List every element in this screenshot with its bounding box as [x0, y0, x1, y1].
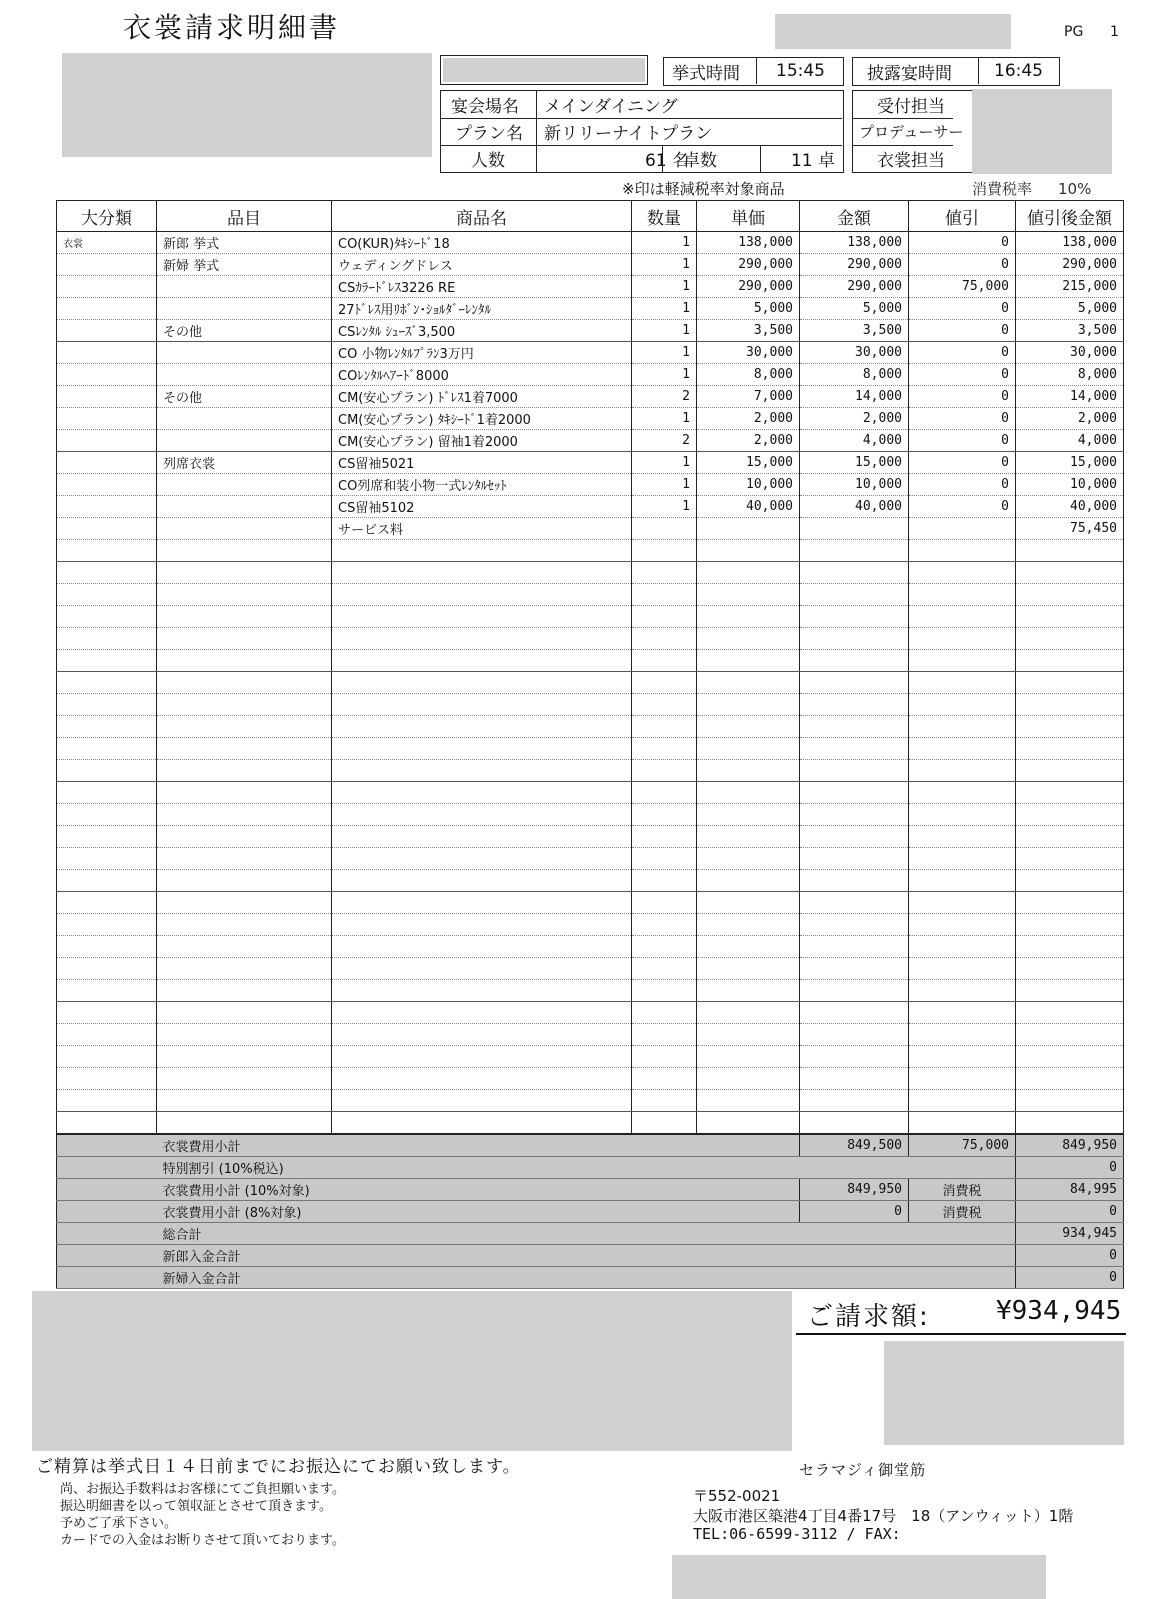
empty-table-row [57, 804, 1124, 826]
table-row [57, 386, 1124, 408]
table-row [57, 496, 1124, 518]
discount-cell [909, 518, 1016, 540]
discount-cell: 0 [909, 254, 1016, 276]
page-number: 1 [1110, 24, 1119, 40]
item-cell [157, 496, 332, 518]
tables-label: 卓数 [683, 151, 717, 171]
billing-amount-label: ご請求額: [807, 1302, 930, 1332]
empty-table-row [57, 1024, 1124, 1046]
unit-price-cell: 7,000 [697, 386, 800, 408]
subtotal-8-label: 衣裳費用小計 (8%対象) [157, 1201, 632, 1223]
quantity-cell: 1 [632, 254, 697, 276]
bride-deposit-value: 0 [1016, 1267, 1124, 1289]
divider [536, 91, 537, 172]
subtotal-10-label: 衣裳費用小計 (10%対象) [157, 1179, 632, 1201]
item-cell: その他 [157, 386, 332, 408]
quantity-cell: 1 [632, 408, 697, 430]
unit-price-cell: 40,000 [697, 496, 800, 518]
discount-cell: 0 [909, 320, 1016, 342]
totals-table [56, 1134, 1124, 1289]
item-cell [157, 518, 332, 540]
empty-table-row [57, 1068, 1124, 1090]
column-header-net-amount: 値引後金額 [1016, 201, 1124, 232]
company-name: セラマジィ御堂筋 [799, 1461, 927, 1479]
product-cell: CSｶﾗｰﾄﾞﾚｽ3226 RE [332, 276, 632, 298]
product-cell: ウェディングドレス [332, 254, 632, 276]
divider [760, 145, 761, 172]
discount-cell: 0 [909, 298, 1016, 320]
amount-cell [800, 518, 909, 540]
column-header-unit-price: 単価 [697, 201, 800, 232]
unit-price-cell: 3,500 [697, 320, 800, 342]
subtotal-10-tax-label: 消費税 [909, 1179, 1016, 1201]
discount-cell: 0 [909, 452, 1016, 474]
footer-note: カードでの入金はお断りさせて頂いております。 [60, 1533, 345, 1548]
totals-row [57, 1179, 1124, 1201]
amount-cell: 3,500 [800, 320, 909, 342]
plan-value: 新リリーナイトプラン [544, 124, 713, 144]
costume-staff-label: 衣裳担当 [877, 151, 945, 171]
table-row [57, 364, 1124, 386]
net-amount-cell: 75,450 [1016, 518, 1124, 540]
empty-table-row [57, 958, 1124, 980]
quantity-cell: 1 [632, 320, 697, 342]
footer-note: 尚、お振込手数料はお客様にてご負担願います。 [60, 1482, 345, 1497]
table-row [57, 298, 1124, 320]
quantity-cell: 1 [632, 232, 697, 254]
quantity-cell [632, 518, 697, 540]
company-address: 大阪市港区築港4丁目4番17号 18（アンウィット）1階 [693, 1507, 1074, 1525]
item-cell [157, 430, 332, 452]
empty-table-row [57, 1002, 1124, 1024]
venue-label: 宴会場名 [451, 97, 519, 117]
grand-total-value: 934,945 [1016, 1223, 1124, 1245]
product-cell: CM(安心プラン) 留袖1着2000 [332, 430, 632, 452]
guests-value: 61 名 [644, 151, 689, 171]
redacted-staff-names [972, 89, 1112, 174]
net-amount-cell: 30,000 [1016, 342, 1124, 364]
category-cell [57, 408, 157, 430]
costume-subtotal-label: 衣裳費用小計 [157, 1135, 632, 1157]
net-amount-cell: 5,000 [1016, 298, 1124, 320]
item-cell [157, 364, 332, 386]
table-row [57, 408, 1124, 430]
category-cell [57, 474, 157, 496]
quantity-cell: 2 [632, 386, 697, 408]
product-cell: CSﾚﾝﾀﾙ ｼｭｰｽﾞ3,500 [332, 320, 632, 342]
quantity-cell: 1 [632, 342, 697, 364]
table-row [57, 342, 1124, 364]
reception-time-label: 披露宴時間 [867, 63, 952, 84]
discount-cell: 0 [909, 342, 1016, 364]
discount-cell: 0 [909, 232, 1016, 254]
discount-cell: 0 [909, 496, 1016, 518]
net-amount-cell: 138,000 [1016, 232, 1124, 254]
subtotal-10-tax: 84,995 [1016, 1179, 1124, 1201]
net-amount-cell: 8,000 [1016, 364, 1124, 386]
empty-table-row [57, 1112, 1124, 1134]
category-cell [57, 430, 157, 452]
special-discount-label: 特別割引 (10%税込) [157, 1157, 632, 1179]
empty-table-row [57, 562, 1124, 584]
column-header-amount: 金額 [800, 201, 909, 232]
category-cell [57, 364, 157, 386]
product-cell: CS留袖5021 [332, 452, 632, 474]
quantity-cell: 1 [632, 496, 697, 518]
divider [978, 58, 979, 84]
special-discount-net: 0 [1016, 1157, 1124, 1179]
category-cell [57, 298, 157, 320]
product-cell: CM(安心プラン) ﾀｷｼｰﾄﾞ1着2000 [332, 408, 632, 430]
unit-price-cell: 8,000 [697, 364, 800, 386]
totals-row [57, 1157, 1124, 1179]
totals-row [57, 1223, 1124, 1245]
category-cell [57, 276, 157, 298]
amount-cell: 8,000 [800, 364, 909, 386]
quantity-cell: 1 [632, 298, 697, 320]
empty-table-row [57, 1046, 1124, 1068]
items-table [56, 200, 1124, 1134]
item-cell: 新郎 挙式 [157, 232, 332, 254]
subtotal-8-amount: 0 [800, 1201, 909, 1223]
amount-cell: 14,000 [800, 386, 909, 408]
amount-cell: 40,000 [800, 496, 909, 518]
plan-label: プラン名 [455, 124, 523, 144]
costume-subtotal-discount: 75,000 [909, 1135, 1016, 1157]
ceremony-time-label: 挙式時間 [672, 63, 740, 84]
empty-table-row [57, 892, 1124, 914]
column-header-product: 商品名 [332, 201, 632, 232]
grand-total-label: 総合計 [157, 1223, 632, 1245]
net-amount-cell: 290,000 [1016, 254, 1124, 276]
product-cell: COﾚﾝﾀﾙﾍｱｰﾄﾞ8000 [332, 364, 632, 386]
unit-price-cell: 290,000 [697, 254, 800, 276]
redacted-block [775, 14, 1011, 49]
category-cell [57, 342, 157, 364]
column-header-item: 品目 [157, 201, 332, 232]
tables-value: 11 卓 [790, 151, 835, 171]
producer-label: プロデューサー [859, 123, 964, 141]
unit-price-cell: 2,000 [697, 430, 800, 452]
category-cell [57, 254, 157, 276]
document-title: 衣裳請求明細書 [123, 11, 341, 44]
product-cell: CO(KUR)ﾀｷｼｰﾄﾞ18 [332, 232, 632, 254]
discount-cell: 0 [909, 430, 1016, 452]
unit-price-cell: 15,000 [697, 452, 800, 474]
amount-cell: 10,000 [800, 474, 909, 496]
table-row [57, 430, 1124, 452]
table-row [57, 320, 1124, 342]
product-cell: CS留袖5102 [332, 496, 632, 518]
empty-table-row [57, 628, 1124, 650]
item-cell [157, 474, 332, 496]
reduced-tax-note: ※印は軽減税率対象商品 [622, 180, 785, 198]
totals-row [57, 1245, 1124, 1267]
empty-table-row [57, 782, 1124, 804]
unit-price-cell: 10,000 [697, 474, 800, 496]
divider [662, 145, 663, 172]
ceremony-time-value: 15:45 [776, 61, 825, 81]
tax-rate [972, 178, 1091, 199]
item-cell [157, 342, 332, 364]
venue-value: メインダイニング [544, 97, 678, 117]
amount-cell: 5,000 [800, 298, 909, 320]
table-row [57, 474, 1124, 496]
empty-table-row [57, 980, 1124, 1002]
payment-note: ご精算は挙式日１４日前までにお振込にてお願い致します。 [36, 1457, 521, 1477]
totals-row [57, 1201, 1124, 1223]
empty-table-row [57, 738, 1124, 760]
quantity-cell: 1 [632, 364, 697, 386]
bride-deposit-label: 新婦入金合計 [157, 1267, 632, 1289]
category-cell [57, 496, 157, 518]
item-cell [157, 298, 332, 320]
redacted-block [443, 58, 645, 82]
footer-note: 振込明細書を以って領収証とさせて頂きます。 [60, 1499, 332, 1514]
divider [756, 58, 757, 84]
empty-table-row [57, 540, 1124, 562]
net-amount-cell: 3,500 [1016, 320, 1124, 342]
net-amount-cell: 10,000 [1016, 474, 1124, 496]
empty-table-row [57, 936, 1124, 958]
page-label: PG [1064, 24, 1084, 40]
groom-deposit-label: 新郎入金合計 [157, 1245, 632, 1267]
category-cell: 衣裳 [57, 232, 157, 254]
net-amount-cell: 40,000 [1016, 496, 1124, 518]
discount-cell: 0 [909, 364, 1016, 386]
tax-rate-value: 10% [1058, 180, 1092, 198]
column-header-discount: 値引 [909, 201, 1016, 232]
unit-price-cell: 30,000 [697, 342, 800, 364]
table-row [57, 232, 1124, 254]
billing-amount-value: ¥934,945 [996, 1296, 1122, 1326]
footer-note: 予めご了承下さい。 [60, 1516, 178, 1531]
ceremony-time-box [663, 57, 844, 86]
amount-cell: 290,000 [800, 254, 909, 276]
reception-time-value: 16:45 [994, 61, 1043, 81]
amount-cell: 4,000 [800, 430, 909, 452]
item-cell [157, 408, 332, 430]
discount-cell: 75,000 [909, 276, 1016, 298]
quantity-cell: 1 [632, 452, 697, 474]
empty-table-row [57, 870, 1124, 892]
empty-table-row [57, 760, 1124, 782]
category-cell [57, 452, 157, 474]
redacted-block [672, 1555, 1046, 1599]
reception-time-box [852, 57, 1060, 86]
table-row [57, 518, 1124, 540]
column-header-category: 大分類 [57, 201, 157, 232]
empty-table-row [57, 672, 1124, 694]
empty-table-row [57, 826, 1124, 848]
item-cell: 新婦 挙式 [157, 254, 332, 276]
postal-code: 〒552-0021 [693, 1487, 781, 1505]
discount-cell: 0 [909, 474, 1016, 496]
category-cell [57, 518, 157, 540]
company-phone: TEL:06-6599-3112 / FAX: [693, 1525, 901, 1543]
discount-cell: 0 [909, 386, 1016, 408]
empty-table-row [57, 848, 1124, 870]
redacted-bank-details [32, 1291, 792, 1451]
empty-table-row [57, 606, 1124, 628]
amount-cell: 138,000 [800, 232, 909, 254]
empty-table-row [57, 650, 1124, 672]
empty-table-row [57, 914, 1124, 936]
subtotal-10-amount: 849,950 [800, 1179, 909, 1201]
empty-table-row [57, 694, 1124, 716]
totals-row [57, 1135, 1124, 1157]
table-row [57, 276, 1124, 298]
category-cell [57, 386, 157, 408]
item-cell: その他 [157, 320, 332, 342]
column-header-quantity: 数量 [632, 201, 697, 232]
category-cell [57, 320, 157, 342]
product-cell: CO 小物ﾚﾝﾀﾙﾌﾟﾗﾝ3万円 [332, 342, 632, 364]
subtotal-8-tax-label: 消費税 [909, 1201, 1016, 1223]
redacted-company-stamp [884, 1341, 1124, 1445]
product-cell: 27ﾄﾞﾚｽ用ﾘﾎﾞﾝ･ｼｮﾙﾀﾞｰﾚﾝﾀﾙ [332, 298, 632, 320]
guests-label: 人数 [471, 151, 505, 171]
venue-info-box [440, 90, 844, 173]
empty-table-row [57, 584, 1124, 606]
net-amount-cell: 215,000 [1016, 276, 1124, 298]
subtotal-8-tax: 0 [1016, 1201, 1124, 1223]
item-cell [157, 276, 332, 298]
product-cell: サービス料 [332, 518, 632, 540]
item-cell: 列席衣裳 [157, 452, 332, 474]
table-row [57, 452, 1124, 474]
empty-table-row [57, 716, 1124, 738]
redacted-customer-info [62, 53, 432, 157]
empty-table-row [57, 1090, 1124, 1112]
net-amount-cell: 15,000 [1016, 452, 1124, 474]
amount-cell: 15,000 [800, 452, 909, 474]
amount-cell: 2,000 [800, 408, 909, 430]
quantity-cell: 2 [632, 430, 697, 452]
billing-underline [796, 1333, 1126, 1335]
amount-cell: 30,000 [800, 342, 909, 364]
quantity-cell: 1 [632, 474, 697, 496]
unit-price-cell: 5,000 [697, 298, 800, 320]
product-cell: CO列席和装小物一式ﾚﾝﾀﾙｾｯﾄ [332, 474, 632, 496]
unit-price-cell: 290,000 [697, 276, 800, 298]
product-cell: CM(安心プラン) ﾄﾞﾚｽ1着7000 [332, 386, 632, 408]
groom-deposit-value: 0 [1016, 1245, 1124, 1267]
quantity-cell: 1 [632, 276, 697, 298]
unit-price-cell: 2,000 [697, 408, 800, 430]
amount-cell: 290,000 [800, 276, 909, 298]
totals-row [57, 1267, 1124, 1289]
unit-price-cell: 138,000 [697, 232, 800, 254]
unit-price-cell [697, 518, 800, 540]
net-amount-cell: 4,000 [1016, 430, 1124, 452]
net-amount-cell: 14,000 [1016, 386, 1124, 408]
table-header-row [57, 201, 1124, 232]
reception-staff-label: 受付担当 [877, 97, 945, 117]
costume-subtotal-amount: 849,500 [800, 1135, 909, 1157]
net-amount-cell: 2,000 [1016, 408, 1124, 430]
table-row [57, 254, 1124, 276]
costume-subtotal-net: 849,950 [1016, 1135, 1124, 1157]
discount-cell: 0 [909, 408, 1016, 430]
tax-rate-label: 消費税率 [972, 180, 1033, 198]
